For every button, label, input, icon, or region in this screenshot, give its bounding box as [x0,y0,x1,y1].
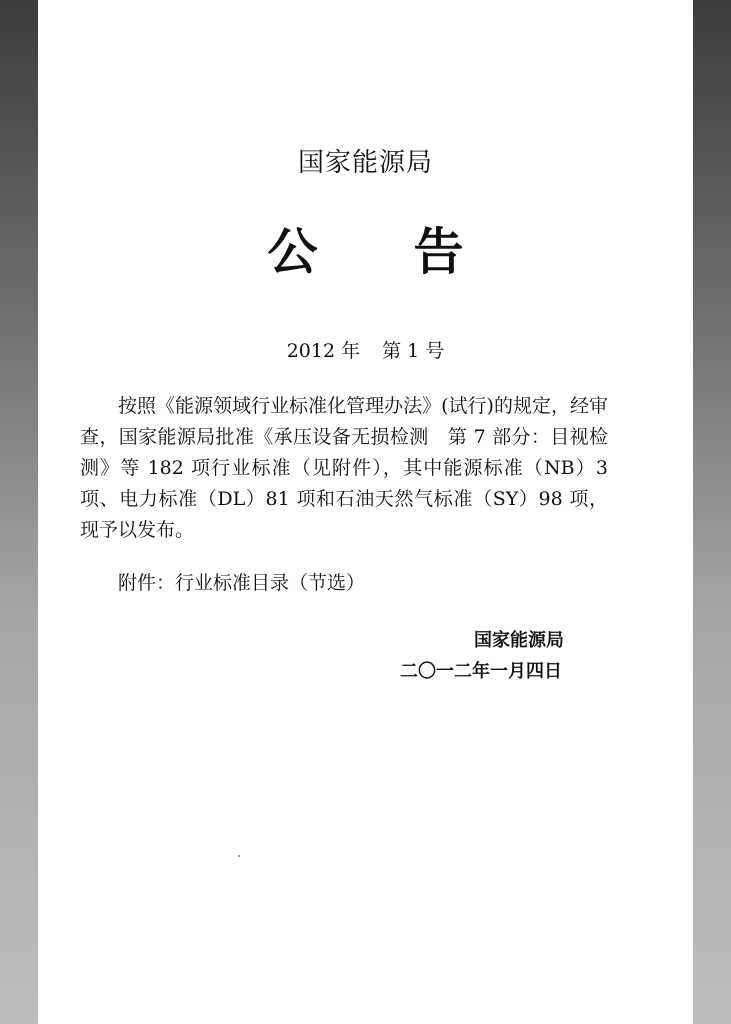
document-number [38,336,693,363]
body-paragraph: 按照《能源领域行业标准化管理办法》(试行)的规定，经审查，国家能源局批准《承压设备无损检测 第 7 部分：目视检测》等 182 项行业标准（见附件），其中能源标准（NB）3 项、电力标准（DL）81 项和石油天然气标准（SY）98 项，现予以发布。 [80,395,608,541]
document-page [38,0,693,1024]
document-issue-number: 第 1 号 [382,340,445,362]
viewer-left-margin [0,0,38,1024]
title-char-2: 告 [413,223,464,281]
announcement-title [38,212,693,284]
attachment-line: 附件：行业标准目录（节选） [118,572,366,594]
signature-organization: 国家能源局 [474,630,564,651]
title-char-1: 公 [267,223,318,281]
issuer-heading: 国家能源局 [297,148,433,178]
document-year: 2012 年 [286,340,361,362]
signature-date: 二〇一二年一月四日 [400,661,562,682]
viewer-right-margin [693,0,731,1024]
scan-speck [238,855,240,857]
